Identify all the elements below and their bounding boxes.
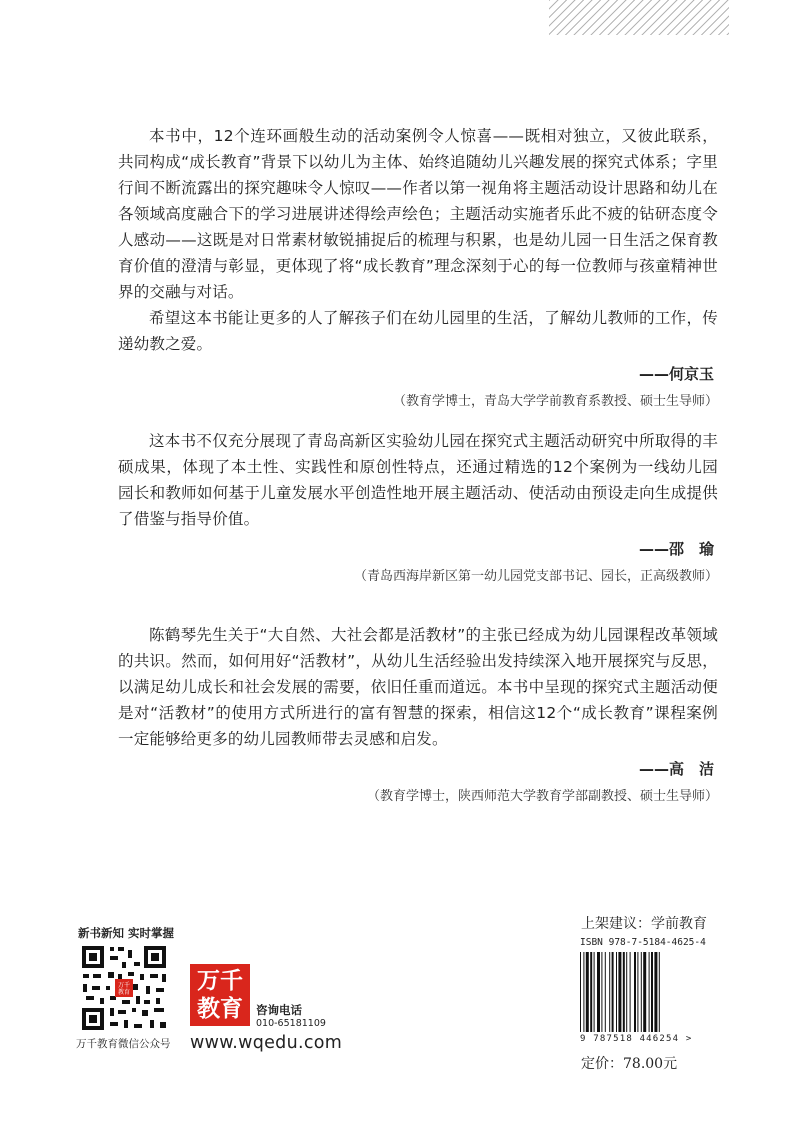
review-affiliation: （教育学博士，青岛大学学前教育系教授、硕士生导师）	[392, 394, 718, 409]
review-author: ——邵 瑜	[638, 540, 714, 558]
publisher-logo	[190, 964, 250, 1026]
review-affiliation: （教育学博士，陕西师范大学教育学部副教授、硕士生导师）	[366, 789, 718, 804]
svg-text:万千: 万千	[117, 982, 131, 989]
review-2	[118, 428, 718, 584]
shelf-suggestion: 上架建议：学前教育	[581, 916, 707, 932]
consult-phone: 010-65181109	[256, 1018, 326, 1029]
publisher-url: www.wqedu.com	[190, 1033, 343, 1053]
consult-label: 咨询电话	[256, 1003, 302, 1017]
isbn-text: ISBN 978-7-5184-4625-4	[580, 937, 706, 948]
qr-code-icon	[80, 944, 168, 1032]
review-3	[118, 622, 718, 804]
review-author: ——高 洁	[638, 760, 714, 778]
logo-line: 教育	[197, 996, 243, 1022]
price: 定价：78.00元	[581, 1056, 678, 1072]
logo-line: 万千	[197, 968, 243, 994]
review-paragraph: 希望这本书能让更多的人了解孩子们在幼儿园里的生活，了解幼儿教师的工作，传递幼教之爱。	[118, 309, 718, 353]
review-1	[118, 123, 718, 409]
review-paragraph: 本书中，12个连环画般生动的活动案例令人惊喜——既相对独立，又彼此联系，共同构成“成长教育”背景下以幼儿为主体、始终追随幼儿兴趣发展的探究式体系；字里行间不断流露出的探究趣味令人惊叹——作者以第一视角将主题活动设计思路和幼儿在各领域高度融合下的学习进展讲述得绘声绘色；主题活动实施者乐此不疲的钻研态度令人感动——这既是对日常素材敏锐捕捉后的梳理与积累，也是幼儿园一日生活之保育教育价值的澄清与彰显，更体现了将“成长教育”理念深刻于心的每一位教师与孩童精神世界的交融与对话。	[118, 127, 718, 301]
qr-caption-bottom: 万千教育微信公众号	[76, 1038, 171, 1050]
svg-text:教育: 教育	[117, 989, 131, 996]
qr-caption-top: 新书新知 实时掌握	[78, 926, 175, 940]
review-author: ——何京玉	[638, 365, 714, 383]
barcode-digits: 9 787518 446254 >	[580, 1034, 693, 1044]
decorative-stripes	[549, 0, 729, 35]
review-paragraph: 陈鹤琴先生关于“大自然、大社会都是活教材”的主张已经成为幼儿园课程改革领域的共识。然而，如何用好“活教材”，从幼儿生活经验出发持续深入地开展探究与反思，以满足幼儿成长和社会发展的需要，依旧任重而道远。本书中呈现的探究式主题活动便是对“活教材”的使用方式所进行的富有智慧的探索，相信这12个“成长教育”课程案例一定能够给更多的幼儿园教师带去灵感和启发。	[118, 626, 718, 748]
review-paragraph: 这本书不仅充分展现了青岛高新区实验幼儿园在探究式主题活动研究中所取得的丰硕成果，体现了本土性、实践性和原创性特点，还通过精选的12个案例为一线幼儿园园长和教师如何基于儿童发展水平创造性地开展主题活动、使活动由预设走向生成提供了借鉴与指导价值。	[118, 432, 718, 528]
review-affiliation: （青岛西海岸新区第一幼儿园党支部书记、园长，正高级教师）	[353, 569, 718, 584]
barcode-icon	[578, 952, 720, 1032]
